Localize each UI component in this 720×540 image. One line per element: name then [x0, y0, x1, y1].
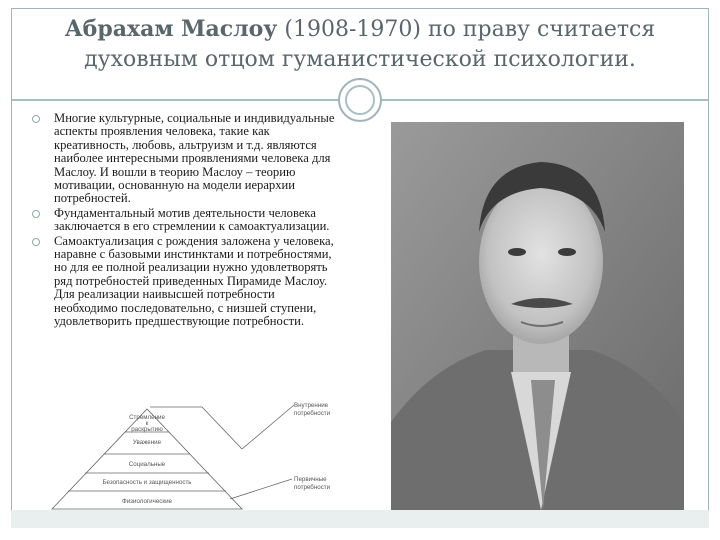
bullet-list [30, 112, 340, 330]
bullet-dot-icon [32, 210, 40, 218]
side-label-bottom: Первичные [294, 476, 327, 483]
portrait-photo [391, 122, 684, 510]
title-rest: по праву считается [427, 17, 656, 42]
side-label-top: потребности [294, 410, 331, 417]
bullet-dot-icon [32, 238, 40, 246]
title-years: (1908-1970) [277, 17, 428, 42]
pyramid-level-label: Уважение [132, 439, 162, 446]
bullet-item: Самоактуализация с рождения заложена у человека, наравне с базовыми инстинктами и потребностями, но для ее полной реализации нужно удовлетворять ряд потребностей приведенных Пирамиде Маслоу. Для реализации наивысшей потребности необходимо последовательно, с низшей ступени, удовлетворить предшествующие потребности. [30, 235, 340, 329]
bullet-item: Фундаментальный мотив деятельности человека заключается в его стремлении к самоактуализации. [30, 207, 340, 234]
footer-band [11, 510, 709, 528]
side-label-top: Внутренние [294, 402, 329, 409]
portrait-image [391, 122, 684, 510]
pyramid-level-label: Физиологические [122, 498, 172, 505]
pyramid-top-label: к [145, 420, 149, 427]
title-name: Абрахам Маслоу [64, 16, 278, 42]
pyramid-top-label: Стремление [129, 414, 165, 421]
side-label-bottom: потребности [294, 484, 331, 491]
pyramid-top-label: раскрытию [131, 426, 163, 433]
bullet-dot-icon [32, 115, 40, 123]
maslow-pyramid-diagram [32, 399, 350, 520]
pyramid-level-label: Социальные [128, 461, 166, 468]
title-line2: духовным отцом гуманистической психологии. [84, 47, 636, 72]
slide-title [30, 14, 690, 75]
bullet-item: Многие культурные, социальные и индивидуальные аспекты проявления человека, такие как креативность, любовь, альтруизм и т.д. являются наиболее интересными проявлениями человека для Маслоу. И вошли в теорию Маслоу – теорию мотивации, основанную на модели иерархии потребностей. [30, 112, 340, 206]
pyramid-level-label: Безопасность и защищенность [102, 479, 192, 486]
divider-ornament-icon [338, 78, 382, 122]
